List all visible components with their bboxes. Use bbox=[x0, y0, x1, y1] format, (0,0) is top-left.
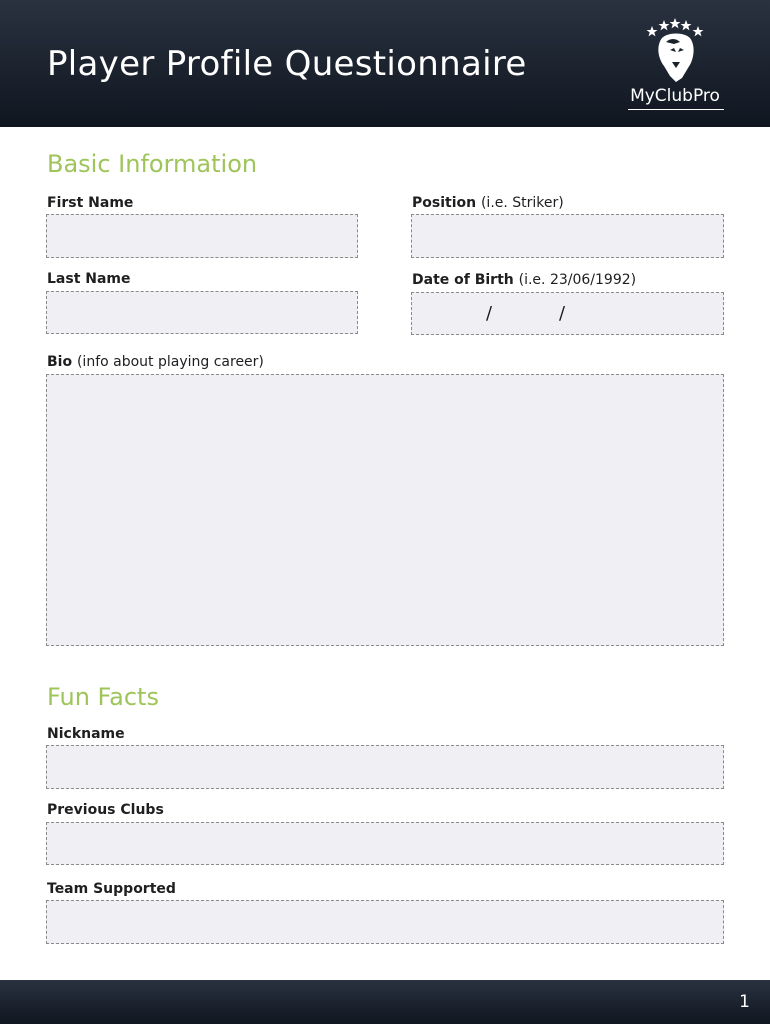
last-name-field[interactable] bbox=[46, 291, 358, 334]
previous-clubs-label-text: Previous Clubs bbox=[47, 802, 164, 818]
dob-separator-2: / bbox=[559, 303, 566, 324]
logo-text: MyClubPro bbox=[630, 86, 720, 106]
position-label-text: Position bbox=[412, 195, 477, 211]
logo-underline bbox=[628, 109, 724, 110]
first-name-label bbox=[47, 195, 133, 211]
fun-facts-heading: Fun Facts bbox=[47, 683, 159, 711]
first-name-label-text: First Name bbox=[47, 195, 134, 211]
nickname-field[interactable] bbox=[46, 745, 724, 789]
bio-label-text: Bio bbox=[47, 354, 73, 370]
date-of-birth-field[interactable] bbox=[411, 292, 724, 335]
bio-field[interactable] bbox=[46, 374, 724, 646]
dob-label-text: Date of Birth bbox=[412, 272, 514, 288]
nickname-label bbox=[47, 726, 125, 742]
basic-info-heading: Basic Information bbox=[47, 150, 258, 178]
previous-clubs-field[interactable] bbox=[46, 822, 724, 865]
myclubpro-logo bbox=[624, 16, 726, 112]
last-name-label-text: Last Name bbox=[47, 271, 131, 287]
page-title: Player Profile Questionnaire bbox=[47, 44, 527, 84]
dob-hint: (i.e. 23/06/1992) bbox=[518, 272, 637, 288]
last-name-label bbox=[47, 271, 131, 287]
dob-separator-1: / bbox=[486, 303, 493, 324]
dob-label bbox=[412, 272, 636, 288]
lion-crest-icon bbox=[624, 16, 726, 88]
previous-clubs-label bbox=[47, 802, 164, 818]
position-label bbox=[412, 195, 564, 211]
position-hint: (i.e. Striker) bbox=[480, 195, 564, 211]
team-supported-field[interactable] bbox=[46, 900, 724, 944]
position-field[interactable] bbox=[411, 214, 724, 258]
page-footer bbox=[0, 980, 770, 1024]
team-supported-label bbox=[47, 881, 176, 897]
page-header bbox=[0, 0, 770, 127]
team-supported-label-text: Team Supported bbox=[47, 881, 176, 897]
page-number: 1 bbox=[739, 992, 750, 1012]
nickname-label-text: Nickname bbox=[47, 726, 125, 742]
first-name-field[interactable] bbox=[46, 214, 358, 258]
bio-hint: (info about playing career) bbox=[76, 354, 264, 370]
bio-label bbox=[47, 354, 264, 370]
